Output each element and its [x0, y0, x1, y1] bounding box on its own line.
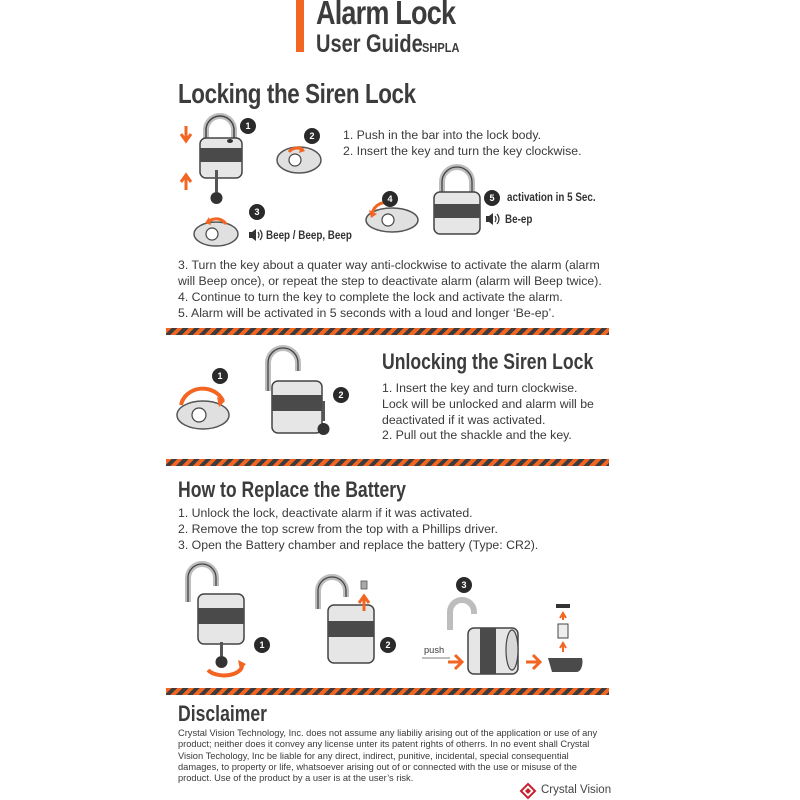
badge-3: 3: [249, 204, 265, 220]
model-number: SHPLA: [422, 40, 460, 55]
battery-step-1: 1. Unlock the lock, deactivate alarm if it was activated.: [178, 506, 473, 520]
badge-4: 4: [382, 191, 398, 207]
remove-screw-illustration: [310, 575, 380, 675]
crystal-vision-logo-icon: [520, 783, 536, 799]
unlocking-title: Unlocking the Siren Lock: [382, 349, 594, 374]
push-label: push: [424, 645, 445, 655]
speaker-icon: [248, 228, 264, 242]
disclaimer-text: Crystal Vision Technology, Inc. does not assume any liabiliy arising out of the application or use of any product; neither does it convey any license unter its patent rights of otherrs. In no event shall Crystal Vision Techology, Inc be liable for any direct, indirect, punitive, incidental, special consequential damages, to property or life, whatsoever arising out of or connected with the use or misuse of the product. Use of the product by a user is at the user’s risk.: [178, 728, 598, 784]
locking-step-5: 5. Alarm will be activated in 5 seconds with a loud and longer ‘Be-ep’.: [178, 306, 555, 320]
key-turn-clockwise-illustration: [275, 138, 335, 178]
battery-step-3: 3. Open the Battery chamber and replace the battery (Type: CR2).: [178, 538, 539, 552]
beep-long-label: Be-ep: [505, 212, 533, 226]
footer-brand: Crystal Vision: [541, 784, 612, 796]
badge-1: 1: [254, 637, 270, 653]
locking-step-3: 3. Turn the key about a quater way anti-clockwise to activate the alarm (alarm will Beep once), or repeat the step to deactivate alarm (alarm will Beep twice).: [178, 258, 602, 288]
doc-title: Alarm Lock: [316, 0, 456, 31]
section-divider: [166, 688, 609, 695]
locking-step-1: 1. Push in the bar into the lock body.: [343, 128, 542, 142]
disclaimer-title: Disclaimer: [178, 701, 268, 726]
badge-3: 3: [456, 577, 472, 593]
unlocking-step-1: 1. Insert the key and turn clockwise. Lock will be unlocked and alarm will be deactivated if it was activated.: [382, 381, 594, 427]
battery-title: How to Replace the Battery: [178, 477, 406, 502]
badge-5: 5: [484, 190, 500, 206]
battery-chamber-illustration: [420, 600, 590, 680]
battery-step-2: 2. Remove the top screw from the top with a Phillips driver.: [178, 522, 498, 536]
locking-title: Locking the Siren Lock: [178, 78, 416, 109]
badge-2: 2: [380, 637, 396, 653]
battery-unlock-illustration: [180, 562, 260, 682]
key-turn-anticlockwise-illustration: [192, 212, 252, 248]
beep-label: Beep / Beep, Beep: [266, 228, 352, 242]
locked-padlock-illustration: [430, 166, 485, 238]
unlocking-step-2: 2. Pull out the shackle and the key.: [382, 428, 572, 442]
speaker-icon: [485, 212, 501, 226]
unlock-key-turn-illustration: [175, 375, 235, 435]
locking-step-4: 4. Continue to turn the key to complete the lock and activate the alarm.: [178, 290, 563, 304]
section-divider: [166, 459, 609, 466]
doc-subtitle: User Guide: [316, 30, 423, 58]
badge-1: 1: [212, 368, 228, 384]
activation-label: activation in 5 Sec.: [507, 190, 596, 204]
header-accent-bar: [296, 0, 304, 52]
badge-2: 2: [304, 128, 320, 144]
locking-step-2: 2. Insert the key and turn the key clockwise.: [343, 144, 582, 158]
badge-1: 1: [240, 118, 256, 134]
section-divider: [166, 328, 609, 335]
badge-2: 2: [333, 387, 349, 403]
